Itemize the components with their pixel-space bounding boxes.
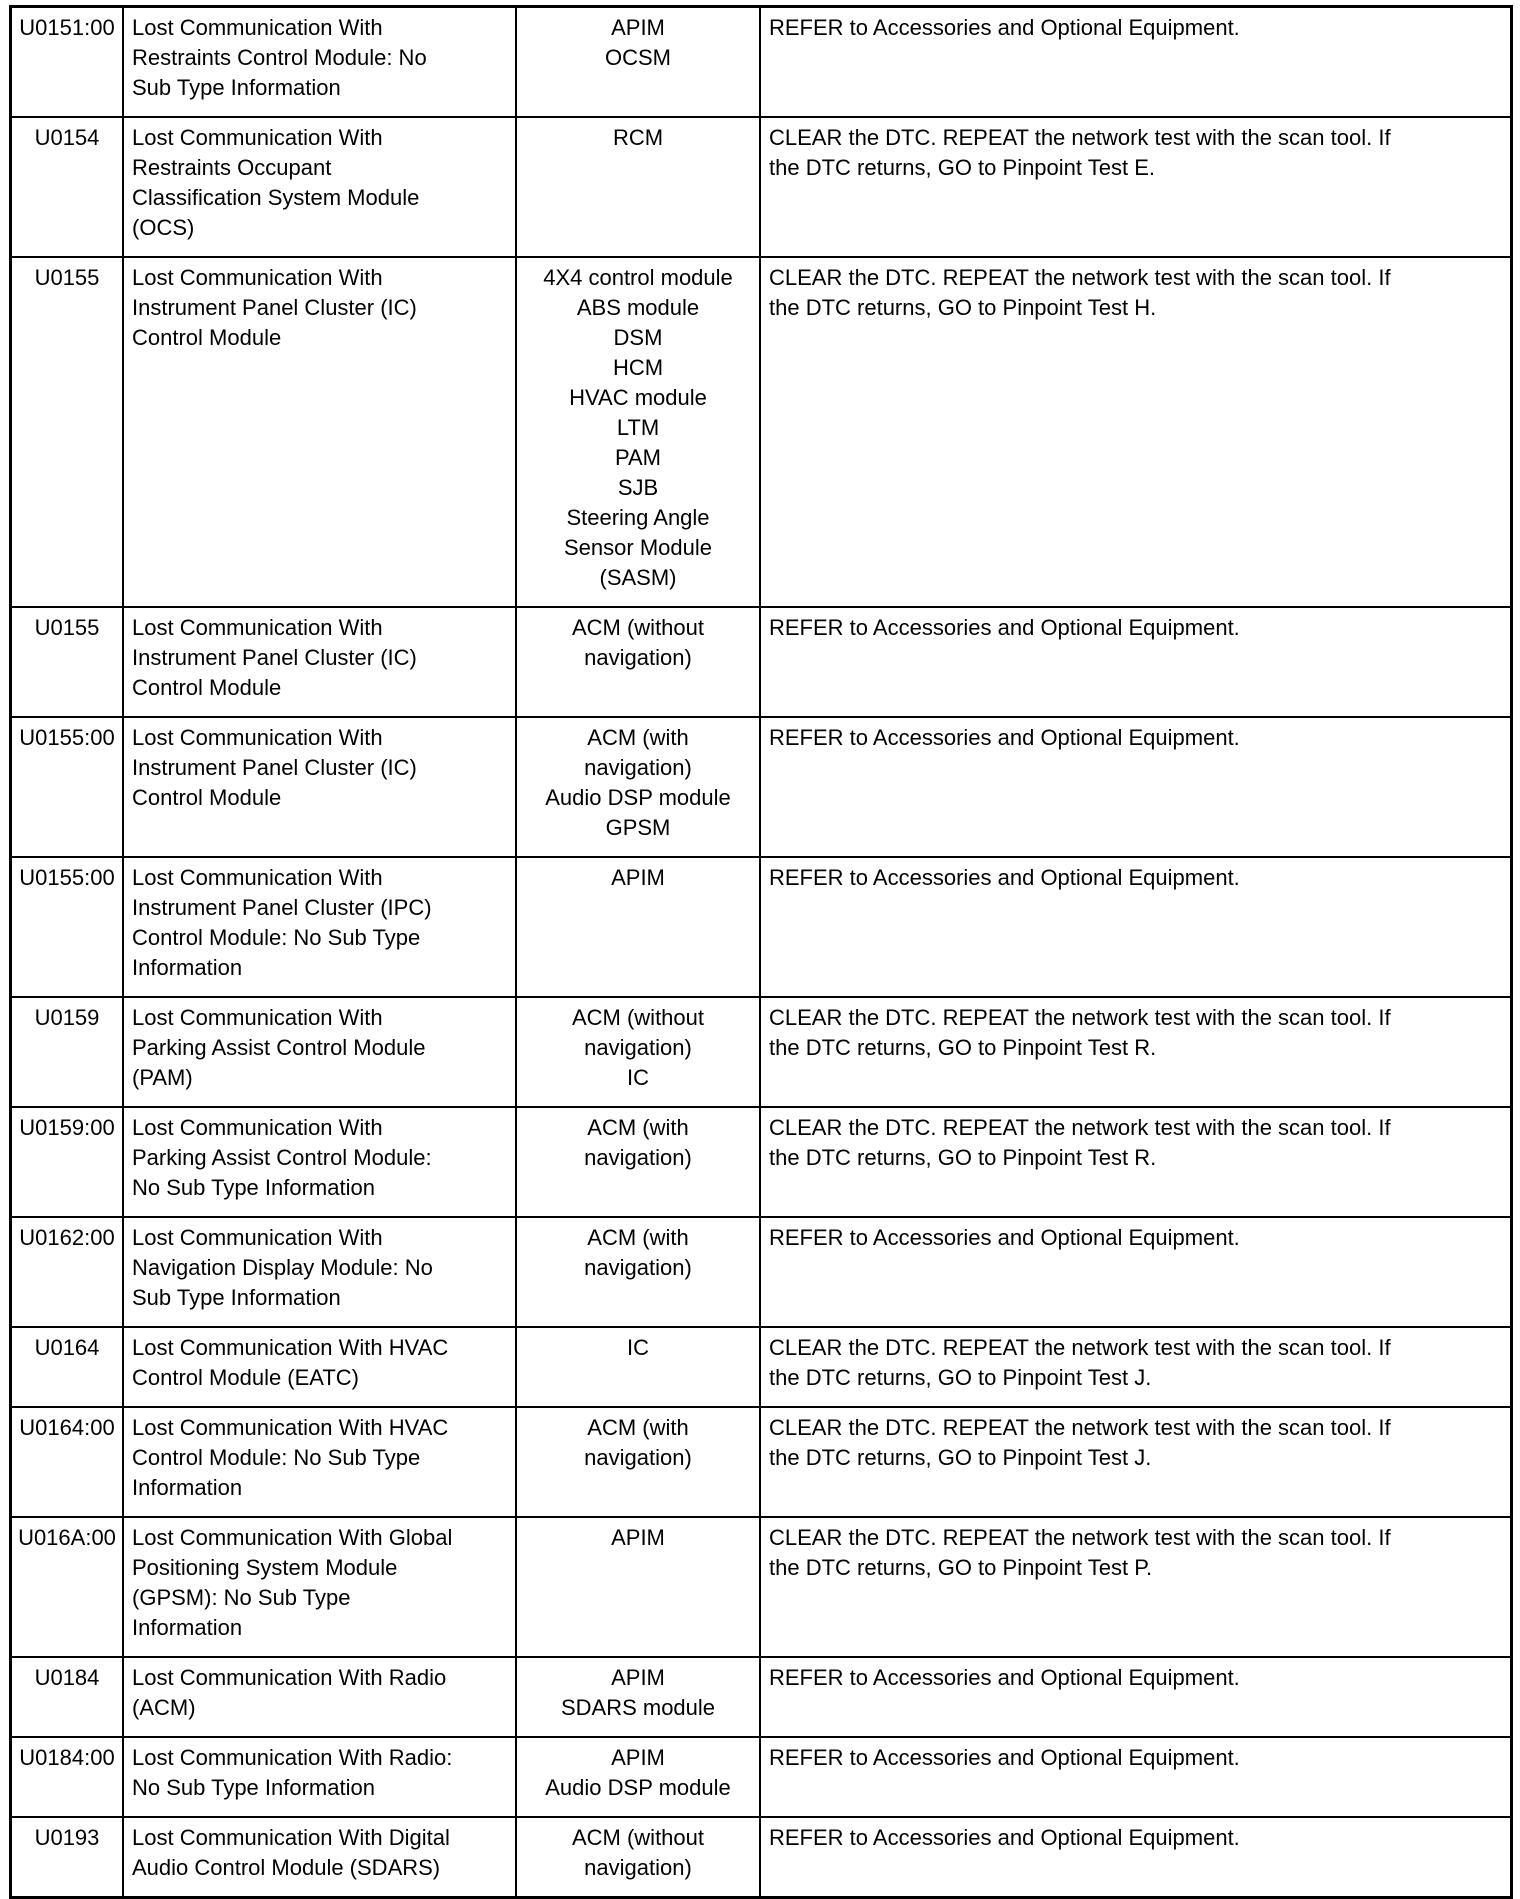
description-line: Parking Assist Control Module:	[132, 1145, 432, 1170]
action-line: REFER to Accessories and Optional Equipment.	[769, 1665, 1240, 1690]
modules-cell	[516, 1657, 760, 1737]
modules-cell	[516, 1107, 760, 1217]
table-row	[11, 1517, 1512, 1657]
description-cell	[123, 1327, 516, 1407]
modules-line: Steering Angle	[566, 505, 710, 530]
action-cell	[760, 1217, 1512, 1327]
dtc-code-cell: U0162:00	[11, 1217, 124, 1327]
modules-line: Audio DSP module	[545, 785, 731, 810]
modules-line: navigation)	[584, 1145, 692, 1170]
action-cell	[760, 257, 1512, 607]
modules-line: Audio DSP module	[545, 1775, 731, 1800]
table-row	[11, 1737, 1512, 1817]
action-line: CLEAR the DTC. REPEAT the network test with the scan tool. If	[769, 1005, 1391, 1030]
action-cell	[760, 607, 1512, 717]
modules-line: IC	[627, 1335, 649, 1360]
modules-cell	[516, 1327, 760, 1407]
dtc-code-cell: U0155	[11, 607, 124, 717]
table-row	[11, 717, 1512, 857]
description-line: Lost Communication With Global	[132, 1525, 453, 1550]
table-row	[11, 1657, 1512, 1737]
modules-cell	[516, 1817, 760, 1898]
table-row	[11, 1817, 1512, 1898]
action-line: the DTC returns, GO to Pinpoint Test R.	[769, 1145, 1157, 1170]
action-line: the DTC returns, GO to Pinpoint Test E.	[769, 155, 1155, 180]
dtc-code-cell: U0155:00	[11, 857, 124, 997]
dtc-table	[9, 5, 1513, 1899]
description-line: Classification System Module	[132, 185, 420, 210]
action-line: CLEAR the DTC. REPEAT the network test with the scan tool. If	[769, 265, 1391, 290]
action-cell	[760, 1107, 1512, 1217]
description-line: (GPSM): No Sub Type	[132, 1585, 351, 1610]
table-row	[11, 1217, 1512, 1327]
table-row	[11, 997, 1512, 1107]
description-cell	[123, 717, 516, 857]
description-line: Control Module	[132, 785, 282, 810]
action-line: the DTC returns, GO to Pinpoint Test P.	[769, 1555, 1153, 1580]
modules-cell	[516, 1407, 760, 1517]
action-line: CLEAR the DTC. REPEAT the network test with the scan tool. If	[769, 1115, 1391, 1140]
dtc-code-cell: U0159:00	[11, 1107, 124, 1217]
table-row	[11, 257, 1512, 607]
dtc-table-body	[11, 7, 1512, 1898]
description-cell	[123, 7, 516, 118]
modules-line: PAM	[614, 445, 662, 470]
modules-line: HVAC module	[569, 385, 707, 410]
modules-line: APIM	[611, 865, 665, 890]
description-line: Lost Communication With	[132, 15, 383, 40]
description-line: Lost Communication With	[132, 615, 383, 640]
description-line: Lost Communication With	[132, 725, 383, 750]
description-line: Information	[132, 1615, 243, 1640]
modules-line: navigation)	[584, 645, 692, 670]
description-line: Lost Communication With	[132, 265, 383, 290]
action-line: REFER to Accessories and Optional Equipment.	[769, 1825, 1240, 1850]
action-line: the DTC returns, GO to Pinpoint Test H.	[769, 295, 1157, 320]
modules-cell	[516, 1217, 760, 1327]
modules-line: APIM	[611, 1525, 665, 1550]
action-cell	[760, 1657, 1512, 1737]
modules-line: SDARS module	[560, 1695, 716, 1720]
modules-line: 4X4 control module	[543, 265, 733, 290]
description-line: Sub Type Information	[132, 75, 341, 100]
description-line: Audio Control Module (SDARS)	[132, 1855, 441, 1880]
description-line: Navigation Display Module: No	[132, 1255, 433, 1280]
modules-line: DSM	[613, 325, 663, 350]
action-line: the DTC returns, GO to Pinpoint Test J.	[769, 1365, 1152, 1390]
action-cell	[760, 1817, 1512, 1898]
description-cell	[123, 257, 516, 607]
modules-line: ACM (with	[587, 1115, 689, 1140]
description-line: (OCS)	[132, 215, 195, 240]
modules-line: RCM	[612, 125, 664, 150]
description-line: Instrument Panel Cluster (IC)	[132, 755, 417, 780]
dtc-code-cell: U0151:00	[11, 7, 124, 118]
description-line: Control Module	[132, 325, 282, 350]
description-line: Information	[132, 955, 243, 980]
description-line: No Sub Type Information	[132, 1775, 375, 1800]
modules-cell	[516, 7, 760, 118]
description-line: Lost Communication With	[132, 125, 383, 150]
description-cell	[123, 1657, 516, 1737]
action-line: CLEAR the DTC. REPEAT the network test with the scan tool. If	[769, 1335, 1391, 1360]
description-line: Lost Communication With HVAC	[132, 1335, 449, 1360]
modules-line: OCSM	[605, 45, 671, 70]
table-row	[11, 7, 1512, 118]
table-row	[11, 1327, 1512, 1407]
action-line: REFER to Accessories and Optional Equipment.	[769, 615, 1240, 640]
modules-line: navigation)	[584, 755, 692, 780]
description-line: Instrument Panel Cluster (IPC)	[132, 895, 432, 920]
dtc-code-cell: U0155:00	[11, 717, 124, 857]
description-line: (ACM)	[132, 1695, 196, 1720]
description-cell	[123, 997, 516, 1107]
description-line: Control Module: No Sub Type	[132, 925, 421, 950]
description-cell	[123, 117, 516, 257]
description-line: Lost Communication With Digital	[132, 1825, 450, 1850]
modules-line: ACM (without	[571, 615, 705, 640]
table-row	[11, 607, 1512, 717]
description-line: Lost Communication With	[132, 1005, 383, 1030]
modules-cell	[516, 1737, 760, 1817]
description-line: Parking Assist Control Module	[132, 1035, 426, 1060]
description-cell	[123, 1517, 516, 1657]
modules-cell	[516, 717, 760, 857]
description-line: Restraints Occupant	[132, 155, 332, 180]
action-line: the DTC returns, GO to Pinpoint Test J.	[769, 1445, 1152, 1470]
action-cell	[760, 857, 1512, 997]
description-cell	[123, 1737, 516, 1817]
table-row	[11, 1407, 1512, 1517]
description-cell	[123, 857, 516, 997]
modules-cell	[516, 997, 760, 1107]
modules-line: navigation)	[584, 1255, 692, 1280]
modules-line: APIM	[611, 1745, 665, 1770]
dtc-code-cell: U016A:00	[11, 1517, 124, 1657]
modules-line: APIM	[611, 15, 665, 40]
description-line: Control Module: No Sub Type	[132, 1445, 421, 1470]
modules-line: (SASM)	[599, 565, 677, 590]
modules-line: IC	[627, 1065, 649, 1090]
description-line: Control Module	[132, 675, 282, 700]
description-line: Lost Communication With	[132, 865, 383, 890]
action-cell	[760, 7, 1512, 118]
description-line: Positioning System Module	[132, 1555, 398, 1580]
modules-cell	[516, 1517, 760, 1657]
description-cell	[123, 1817, 516, 1898]
modules-line: LTM	[616, 415, 660, 440]
description-cell	[123, 607, 516, 717]
modules-line: ACM (with	[587, 725, 689, 750]
dtc-code-cell: U0159	[11, 997, 124, 1107]
description-line: (PAM)	[132, 1065, 193, 1090]
modules-line: ACM (without	[571, 1005, 705, 1030]
action-cell	[760, 1737, 1512, 1817]
description-line: Control Module (EATC)	[132, 1365, 359, 1390]
modules-cell	[516, 117, 760, 257]
description-line: Lost Communication With HVAC	[132, 1415, 449, 1440]
modules-line: APIM	[611, 1665, 665, 1690]
action-line: REFER to Accessories and Optional Equipment.	[769, 1745, 1240, 1770]
modules-cell	[516, 257, 760, 607]
description-line: Lost Communication With Radio	[132, 1665, 447, 1690]
modules-line: navigation)	[584, 1445, 692, 1470]
description-line: Lost Communication With	[132, 1115, 383, 1140]
modules-line: HCM	[612, 355, 664, 380]
modules-line: ACM (with	[587, 1415, 689, 1440]
modules-line: GPSM	[605, 815, 671, 840]
dtc-code-cell: U0164	[11, 1327, 124, 1407]
action-line: the DTC returns, GO to Pinpoint Test R.	[769, 1035, 1157, 1060]
dtc-code-cell: U0184:00	[11, 1737, 124, 1817]
description-line: Information	[132, 1475, 243, 1500]
action-line: REFER to Accessories and Optional Equipment.	[769, 865, 1240, 890]
modules-line: ACM (with	[587, 1225, 689, 1250]
table-row	[11, 857, 1512, 997]
modules-line: ABS module	[576, 295, 700, 320]
action-cell	[760, 997, 1512, 1107]
dtc-code-cell: U0155	[11, 257, 124, 607]
action-cell	[760, 117, 1512, 257]
description-line: Sub Type Information	[132, 1285, 341, 1310]
description-line: Instrument Panel Cluster (IC)	[132, 295, 417, 320]
description-cell	[123, 1217, 516, 1327]
modules-cell	[516, 607, 760, 717]
description-line: Lost Communication With Radio:	[132, 1745, 453, 1770]
modules-cell	[516, 857, 760, 997]
action-line: REFER to Accessories and Optional Equipment.	[769, 725, 1240, 750]
action-line: CLEAR the DTC. REPEAT the network test with the scan tool. If	[769, 125, 1391, 150]
dtc-code-cell: U0164:00	[11, 1407, 124, 1517]
action-line: REFER to Accessories and Optional Equipment.	[769, 1225, 1240, 1250]
modules-line: navigation)	[584, 1855, 692, 1880]
modules-line: ACM (without	[571, 1825, 705, 1850]
action-line: CLEAR the DTC. REPEAT the network test with the scan tool. If	[769, 1415, 1391, 1440]
action-cell	[760, 1327, 1512, 1407]
description-line: No Sub Type Information	[132, 1175, 375, 1200]
action-line: CLEAR the DTC. REPEAT the network test with the scan tool. If	[769, 1525, 1391, 1550]
table-row	[11, 1107, 1512, 1217]
description-line: Instrument Panel Cluster (IC)	[132, 645, 417, 670]
description-line: Restraints Control Module: No	[132, 45, 427, 70]
action-cell	[760, 1517, 1512, 1657]
table-row	[11, 117, 1512, 257]
dtc-code-cell: U0154	[11, 117, 124, 257]
description-cell	[123, 1107, 516, 1217]
modules-line: SJB	[617, 475, 659, 500]
description-line: Lost Communication With	[132, 1225, 383, 1250]
modules-line: navigation)	[584, 1035, 692, 1060]
modules-line: Sensor Module	[564, 535, 712, 560]
action-cell	[760, 1407, 1512, 1517]
dtc-code-cell: U0193	[11, 1817, 124, 1898]
action-line: REFER to Accessories and Optional Equipment.	[769, 15, 1240, 40]
description-cell	[123, 1407, 516, 1517]
action-cell	[760, 717, 1512, 857]
dtc-code-cell: U0184	[11, 1657, 124, 1737]
